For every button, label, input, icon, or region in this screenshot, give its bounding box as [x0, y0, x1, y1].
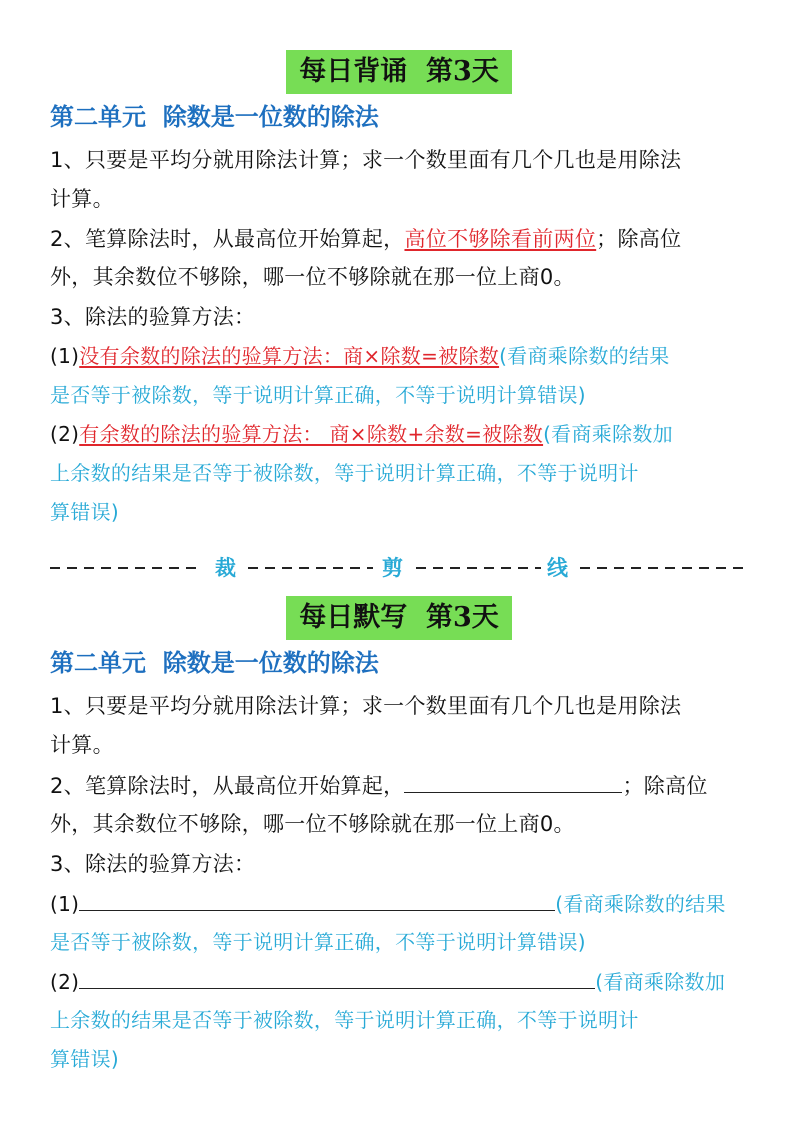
- recite-item-2-line-1: [50, 419, 760, 449]
- recite-rule-2-highlight: 高位不够除看前两位: [404, 227, 597, 251]
- recite-rule-2-line-2: 外，其余数位不够除，哪一位不够除就在那一位上商0。: [50, 265, 575, 289]
- dictation-item-2-line-2: 上余数的结果是否等于被除数，等于说明计算正确，不等于说明计: [50, 1008, 639, 1032]
- recite-unit-heading: 第二单元 除数是一位数的除法: [50, 103, 379, 131]
- recite-rule-2-line-1: [50, 224, 760, 254]
- dictation-item-1-note: (看商乘除数的结果: [555, 892, 726, 916]
- dictation-rule-2-line-1: [50, 770, 760, 801]
- dictation-rule-3: 3、除法的验算方法：: [50, 852, 256, 876]
- cut-line-dash: [416, 567, 541, 569]
- dictation-item-2-line-1: [50, 966, 760, 997]
- dictation-item-1-number: (1): [50, 892, 80, 916]
- dictation-item-2-number: (2): [50, 970, 80, 994]
- cut-line: [50, 553, 750, 583]
- recite-rule-1-line-2: 计算。: [50, 187, 114, 211]
- cut-line-dash: [248, 567, 373, 569]
- recite-rule-2-prefix: 2、笔算除法时，从最高位开始算起，: [50, 227, 405, 251]
- dictation-rule-1-line-1: 1、只要是平均分就用除法计算；求一个数里面有几个几也是用除法: [50, 694, 682, 718]
- recite-item-1-line-1: [50, 341, 760, 371]
- dictation-unit-heading: 第二单元 除数是一位数的除法: [50, 649, 379, 677]
- dictation-rule-2-prefix: 2、笔算除法时，从最高位开始算起，: [50, 774, 405, 798]
- recite-item-2-note: (看商乘除数加: [543, 422, 673, 446]
- dictation-item-2-blank[interactable]: [79, 966, 595, 989]
- cut-line-char-1: 裁: [215, 556, 236, 580]
- dictation-item-1-blank[interactable]: [79, 888, 555, 911]
- dictation-rule-2-line-2: 外，其余数位不够除，哪一位不够除就在那一位上商0。: [50, 812, 575, 836]
- dictation-rule-2-blank[interactable]: [404, 770, 622, 793]
- cut-line-char-2: 剪: [382, 556, 403, 580]
- cut-line-dash: [580, 567, 750, 569]
- dictation-rule-2-suffix: ；除高位: [622, 774, 708, 798]
- dictation-item-2-line-3: 算错误): [50, 1047, 120, 1071]
- dictation-item-1-line-1: [50, 888, 760, 919]
- dictation-item-2-note: (看商乘除数加: [595, 970, 726, 994]
- recite-item-2-number: (2): [50, 422, 80, 446]
- cut-line-char-3: 线: [547, 556, 568, 580]
- dictation-item-1-line-2: 是否等于被除数，等于说明计算正确，不等于说明计算错误): [50, 930, 586, 954]
- recite-item-1-line-2: 是否等于被除数，等于说明计算正确，不等于说明计算错误): [50, 383, 586, 407]
- recite-rule-3: 3、除法的验算方法：: [50, 305, 256, 329]
- recite-rule-2-suffix: ；除高位: [596, 227, 682, 251]
- recite-item-2-line-3: 算错误): [50, 500, 120, 524]
- dictation-rule-1-line-2: 计算。: [50, 733, 114, 757]
- dictation-title: 每日默写 第3天: [286, 596, 512, 640]
- recite-item-1-note: (看商乘除数的结果: [499, 344, 670, 368]
- recite-item-1-rule: 没有余数的除法的验算方法：商×除数=被除数: [79, 344, 500, 368]
- recite-rule-1-line-1: 1、只要是平均分就用除法计算；求一个数里面有几个几也是用除法: [50, 148, 682, 172]
- recite-title: 每日背诵 第3天: [286, 50, 512, 94]
- recite-item-2-line-2: 上余数的结果是否等于被除数，等于说明计算正确，不等于说明计: [50, 461, 639, 485]
- recite-item-2-rule: 有余数的除法的验算方法： 商×除数+余数=被除数: [79, 422, 544, 446]
- cut-line-dash: [50, 567, 200, 569]
- recite-item-1-number: (1): [50, 344, 80, 368]
